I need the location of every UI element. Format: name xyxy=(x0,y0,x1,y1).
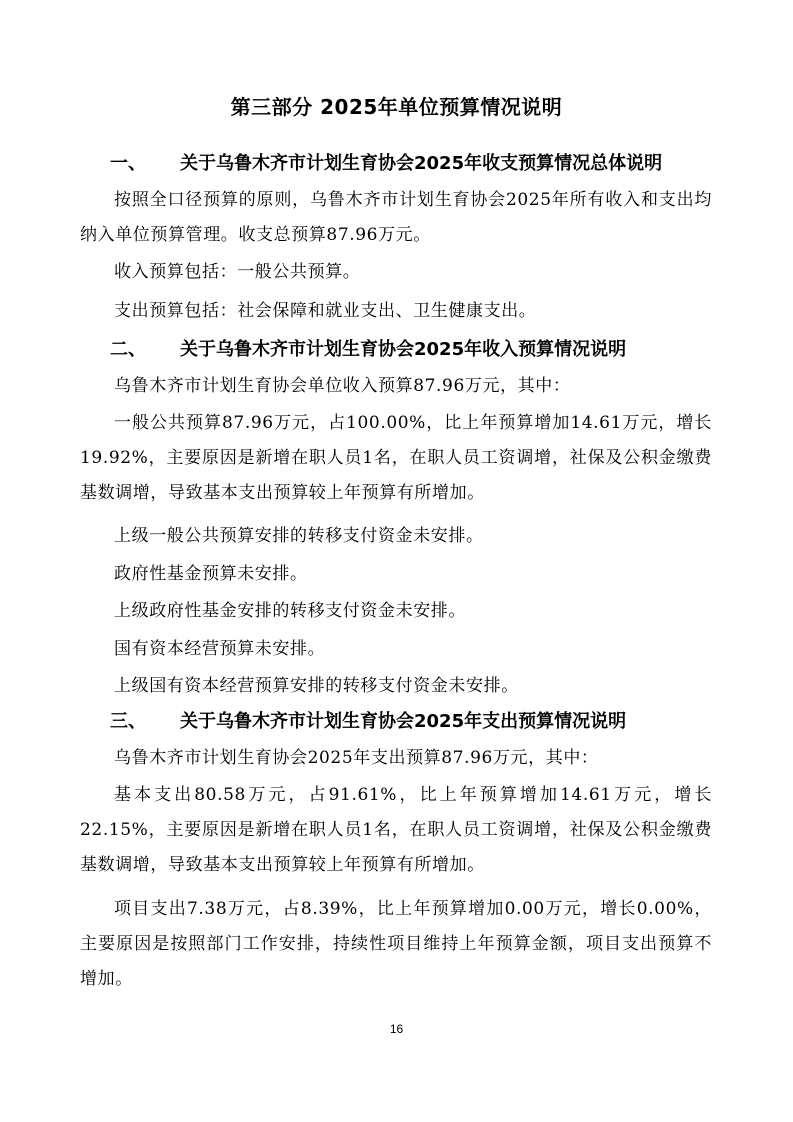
section-2-paragraph-7: 上级国有资本经营预算安排的转移支付资金未安排。 xyxy=(114,676,519,696)
section-1-heading xyxy=(80,150,712,178)
section-1-paragraph-3: 支出预算包括：社会保障和就业支出、卫生健康支出。 xyxy=(114,301,537,321)
section-3-heading xyxy=(80,708,712,736)
section-2-title: 关于乌鲁木齐市计划生育协会2025年收入预算情况说明 xyxy=(180,339,627,360)
section-2-paragraph-3: 上级一般公共预算安排的转移支付资金未安排。 xyxy=(114,526,484,546)
section-2-heading xyxy=(80,336,712,364)
section-2-paragraph-1: 乌鲁木齐市计划生育协会单位收入预算87.96万元，其中： xyxy=(114,376,571,396)
section-2-paragraph-4: 政府性基金预算未安排。 xyxy=(114,564,308,584)
page-number: 16 xyxy=(389,1022,404,1036)
section-3-number: 三、 xyxy=(110,711,146,732)
section-3-paragraph-1: 乌鲁木齐市计划生育协会2025年支出预算87.96万元，其中： xyxy=(114,748,599,768)
section-2-paragraph-6: 国有资本经营预算未安排。 xyxy=(114,639,326,659)
section-2-paragraph-5: 上级政府性基金安排的转移支付资金未安排。 xyxy=(114,601,466,621)
section-3-paragraph-3: 项目支出7.38万元，占8.39%，比上年预算增加0.00万元，增长0.00%，主要原因是按照部门工作安排，持续性项目维持上年预算金额，项目支出预算不增加。 xyxy=(80,899,712,989)
page-title: 第三部分 2025年单位预算情况说明 xyxy=(230,95,563,119)
section-1-title: 关于乌鲁木齐市计划生育协会2025年收支预算情况总体说明 xyxy=(180,153,663,174)
section-3-paragraph-2: 基本支出80.58万元，占91.61%，比上年预算增加14.61万元，增长22.15%，主要原因是新增在职人员1名，在职人员工资调增，社保及公积金缴费基数调增，导致基本支出预算较上年预算有所增加。 xyxy=(80,785,712,875)
section-1-number: 一、 xyxy=(110,153,146,174)
section-3-title: 关于乌鲁木齐市计划生育协会2025年支出预算情况说明 xyxy=(180,711,627,732)
section-2-paragraph-2: 一般公共预算87.96万元，占100.00%，比上年预算增加14.61万元，增长19.92%，主要原因是新增在职人员1名，在职人员工资调增，社保及公积金缴费基数调增，导致基本支出预算较上年预算有所增加。 xyxy=(80,413,712,503)
section-1-paragraph-2: 收入预算包括：一般公共预算。 xyxy=(114,262,361,282)
section-1-paragraph-1: 按照全口径预算的原则，乌鲁木齐市计划生育协会2025年所有收入和支出均纳入单位预算管理。收支总预算87.96万元。 xyxy=(80,190,712,245)
section-2-number: 二、 xyxy=(110,339,146,360)
